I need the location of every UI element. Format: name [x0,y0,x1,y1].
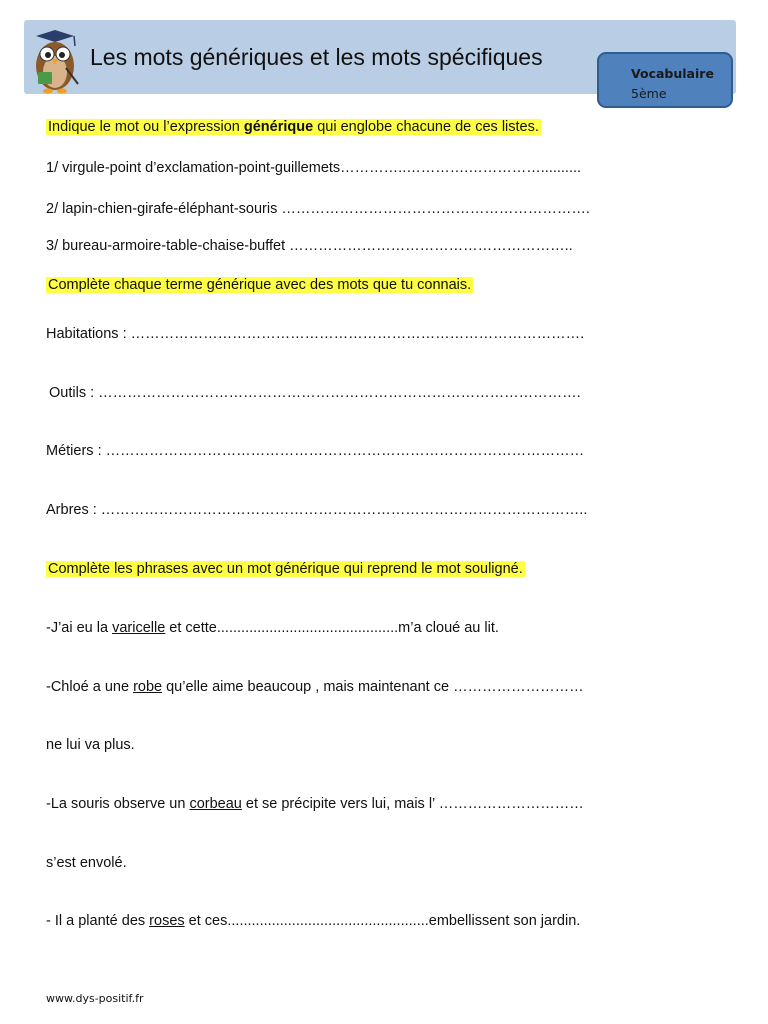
owl-teacher-icon [28,28,82,94]
generic-term-line: Outils : ………………………………………………………………………………………. [49,385,581,401]
list-item: 3/ bureau-armoire-table-chaise-buffet ………………………………………………….. [46,238,573,254]
instruction-1: Indique le mot ou l’expression générique qui englobe chacune de ces listes. [48,119,539,135]
underlined-word: roses [149,913,185,929]
underlined-word: robe [133,679,163,695]
badge-subject: Vocabulaire [631,66,714,81]
sentence-line: - Il a planté des roses et ces..................................................embellissent son jardin. [46,913,581,929]
sentence-line: ne lui va plus. [46,737,135,753]
badge-level: 5ème [631,86,667,101]
level-badge [597,52,733,108]
sentence-line: -J’ai eu la varicelle et cette.............................................m’a cloué au lit. [46,620,499,636]
list-item: 1/ virgule-point d’exclamation-point-guillemets…………..………….…………….......... [46,160,582,176]
footer-url: www.dys-positif.fr [46,992,144,1005]
instruction-3: Complète les phrases avec un mot générique qui reprend le mot souligné. [48,561,523,577]
sentence-line: s’est envolé. [46,855,127,871]
generic-term-line: Métiers : ……………………………………………………………………………………… [46,443,585,459]
sentence-line: -Chloé a une robe qu’elle aime beaucoup , mais maintenant ce ……………………… [46,679,584,695]
list-item: 2/ lapin-chien-girafe-éléphant-souris ………………………………………………………. [46,201,590,217]
page-title: Les mots génériques et les mots spécifiques [90,44,543,70]
generic-term-line: Habitations : …………………………………………………………………………………. [46,326,585,342]
underlined-word: varicelle [112,620,166,636]
sentence-line: -La souris observe un corbeau et se précipite vers lui, mais l’ ………………………… [46,796,584,812]
underlined-word: corbeau [189,796,242,812]
generic-term-line: Arbres : ……………………………………………………………………………………….. [46,502,588,518]
instruction-2: Complète chaque terme générique avec des mots que tu connais. [48,277,472,293]
